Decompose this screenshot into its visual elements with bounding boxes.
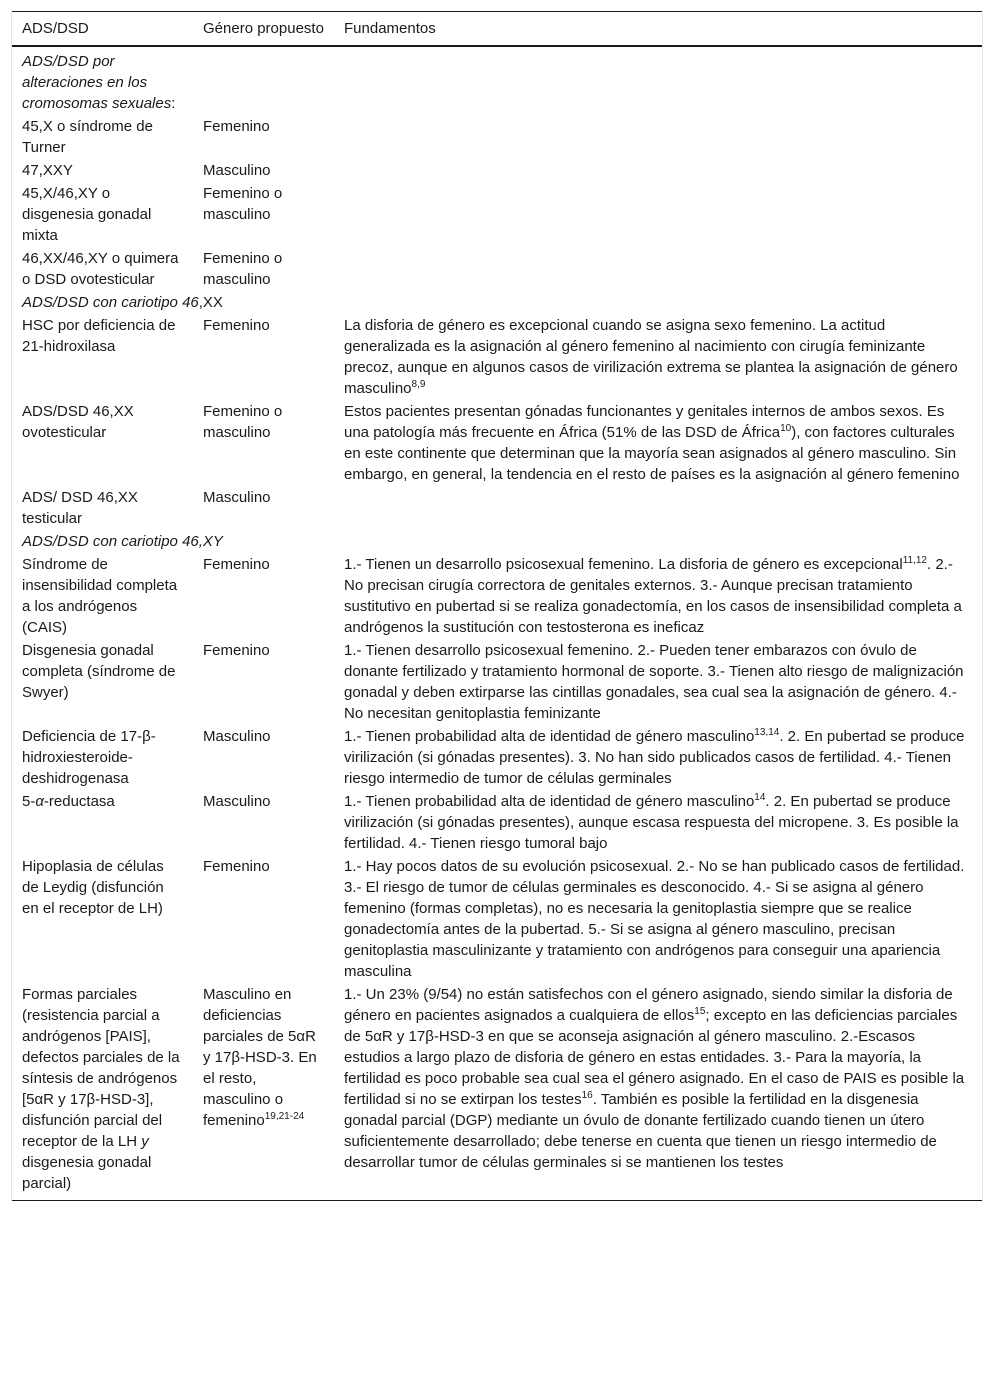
proposed-gender: Femenino o masculino <box>203 185 283 223</box>
proposed-gender: Femenino o masculino <box>203 250 283 288</box>
citation: 15 <box>694 1006 706 1017</box>
citation: 14 <box>754 792 766 803</box>
proposed-gender: Femenino o masculino <box>203 403 283 441</box>
rationale <box>334 247 982 291</box>
table-row <box>12 314 982 400</box>
citation: 13,14 <box>754 727 780 738</box>
citation: 11,12 <box>902 555 927 566</box>
proposed-gender: Femenino <box>203 858 270 875</box>
rationale <box>334 159 982 182</box>
proposed-gender: Masculino en deficiencias parciales de 5αR y 17β-HSD-3. En el resto, masculino o femenino$^{19,21-24}$ <box>203 986 317 1129</box>
table-row <box>12 639 982 725</box>
citation: 16 <box>581 1090 593 1101</box>
entity-name: ADS/DSD 46,XX ovotesticular <box>22 403 134 441</box>
entity-name: Disgenesia gonadal completa (síndrome de Swyer) <box>22 642 176 701</box>
rationale: 1.- Hay pocos datos de su evolución psicosexual. 2.- No se han publicado casos de fertilidad. 3.- El riesgo de tumor de células germinales es desconocido. 4.- Si se asigna al género femenino (formas completas), no es necesaria la genitoplastia siempre que se realice gonadectomía antes de la pubertad. 5.- Si se asigna al género masculino, precisan genitoplastia masculinizante y tratamiento con andrógenos para conseguir una apariencia masculina <box>344 858 965 980</box>
section-title: ADS/DSD por alteraciones en los cromosomas sexuales <box>22 53 172 112</box>
entity-name: Síndrome de insensibilidad completa a los andrógenos (CAIS) <box>22 556 178 636</box>
proposed-gender: Masculino <box>203 793 271 810</box>
rationale: 1.- Tienen un desarrollo psicosexual femenino. La disforia de género es excepcional$^{11,12}$. 2.- No precisan cirugía correctora de genitales externos. 3.- Aunque precisan tratamiento sustitutivo en pubertad si se realiza gonadectomía, en los casos de insensibilidad completa a andrógenos la sustitución con testosterona es ineficaz <box>344 555 962 636</box>
gender-assignment-table <box>12 11 982 1201</box>
table-row <box>12 553 982 639</box>
rationale: 1.- Tienen probabilidad alta de identidad de género masculino$^{13,14}$. 2. En pubertad se produce virilización (si gónadas presentes). 3. No han sido publicados casos de fertilidad. 4.- Tienen riesgo intermedio de tumor de células germinales <box>344 727 965 787</box>
table-row <box>12 725 982 790</box>
citation: 19,21-24 <box>264 1111 305 1122</box>
table-row <box>12 159 982 182</box>
table-row <box>12 115 982 159</box>
entity-name: 47,XXY <box>22 162 73 179</box>
rationale <box>334 182 982 247</box>
rationale: 1.- Tienen desarrollo psicosexual femenino. 2.- Pueden tener embarazos con óvulo de donante fertilizado y tratamiento hormonal de soporte. 3.- Tienen alto riesgo de malignización gonadal y deben extirparse las cintillas gonadales, sea cual sea la asignación de género. 4.- No necesitan genitoplastia feminizante <box>344 642 964 722</box>
proposed-gender: Masculino <box>203 162 271 179</box>
table-row <box>12 182 982 247</box>
rationale: La disforia de género es excepcional cuando se asigna sexo femenino. La actitud generalizada es la asignación al género femenino al nacimiento con cirugía feminizante precoz, aunque en algunos casos de virilización extrema se plantea la asignación de género masculino$^{8,9}$ <box>344 317 958 397</box>
gender-assignment-table-container <box>11 11 983 1201</box>
rationale: 1.- Un 23% (9/54) no están satisfechos con el género asignado, siendo similar la disforia de género en pacientes asignados a cualquiera de ellos$^{15}$; excepto en las deficiencias parciales de 5αR y 17β-HSD-3 en que se aconseja asignación al género masculino. 2.-Escasos estudios a largo plazo de disforia de género en estas entidades. 3.- Para la mayoría, la fertilidad es poco probable sea cual sea el género asignado. En el caso de PAIS es posible la fertilidad si no se extirpan los testes$^{16}$. También es posible la fertilidad en la disgenesia gonadal parcial (DGP) mediante un óvulo de donante fertilizado cuando tienen un útero suficientemente desarrollado; debe tenerse en cuenta que tienen un riesgo intermedio de desarrollar tumor de células germinales si se mantienen los testes <box>344 986 965 1171</box>
rationale: Estos pacientes presentan gónadas funcionantes y genitales internos de ambos sexos. Es una patología más frecuente en África (51% de las DSD de África$^{10}$), con factores culturales en este continente que determinan que la mayoría sean asignados al género masculino. Sin embargo, en general, la tendencia en el resto de países es la asignación al género femenino <box>344 403 960 483</box>
rationale: 1.- Tienen probabilidad alta de identidad de género masculino$^{14}$. 2. En pubertad se produce virilización (si gónadas presentes), aunque escasa respuesta del micropene. 3. Es posible la fertilidad. 4.- Tienen riesgo tumoral bajo <box>344 792 959 852</box>
table-row <box>12 247 982 291</box>
section-row-46xy <box>12 530 982 553</box>
proposed-gender: Femenino <box>203 118 270 135</box>
entity-name: 45,X/46,XY o disgenesia gonadal mixta <box>22 185 152 244</box>
table-row <box>12 855 982 983</box>
column-header-ads-dsd: ADS/DSD <box>22 20 89 37</box>
proposed-gender: Femenino <box>203 317 270 334</box>
table-row <box>12 486 982 530</box>
column-header-proposed-gender: Género propuesto <box>203 20 324 37</box>
table-header <box>12 12 982 47</box>
citation: 8,9 <box>411 379 426 390</box>
table-row <box>12 400 982 486</box>
entity-name: Hipoplasia de células de Leydig (disfunción en el receptor de LH) <box>22 858 164 917</box>
table-row <box>12 790 982 855</box>
proposed-gender: Masculino <box>203 489 271 506</box>
column-header-rationale: Fundamentos <box>344 20 436 37</box>
section-row-sex-chromosomes: ADS/DSD por alteraciones en los cromosomas sexuales: <box>22 53 176 112</box>
rationale <box>334 486 982 530</box>
section-title: ADS/DSD con cariotipo 46,XY <box>22 533 223 550</box>
entity-name: Deficiencia de 17-β-hidroxiesteroide-deshidrogenasa <box>22 728 156 787</box>
section-title: ADS/DSD con cariotipo 46 <box>22 294 199 311</box>
proposed-gender: Masculino <box>203 728 271 745</box>
entity-name: 46,XX/46,XY o quimera o DSD ovotesticular <box>22 250 179 288</box>
table-row <box>12 983 982 1201</box>
entity-name: Formas parciales (resistencia parcial a andrógenos [PAIS], defectos parciales de la síntesis de andrógenos [5αR y 17β-HSD-3], disfunción parcial del receptor de la LH y disgenesia gonadal parcial) <box>22 986 180 1192</box>
entity-name: 45,X o síndrome de Turner <box>22 118 153 156</box>
proposed-gender: Femenino <box>203 642 270 659</box>
entity-name: HSC por deficiencia de 21-hidroxilasa <box>22 317 176 355</box>
rationale <box>334 115 982 159</box>
section-row-46xx: ADS/DSD con cariotipo 46,XX <box>22 294 223 311</box>
entity-name: ADS/ DSD 46,XX testicular <box>22 489 138 527</box>
proposed-gender: Femenino <box>203 556 270 573</box>
citation: 10 <box>780 423 792 434</box>
entity-name: 5-α-reductasa <box>22 793 115 810</box>
